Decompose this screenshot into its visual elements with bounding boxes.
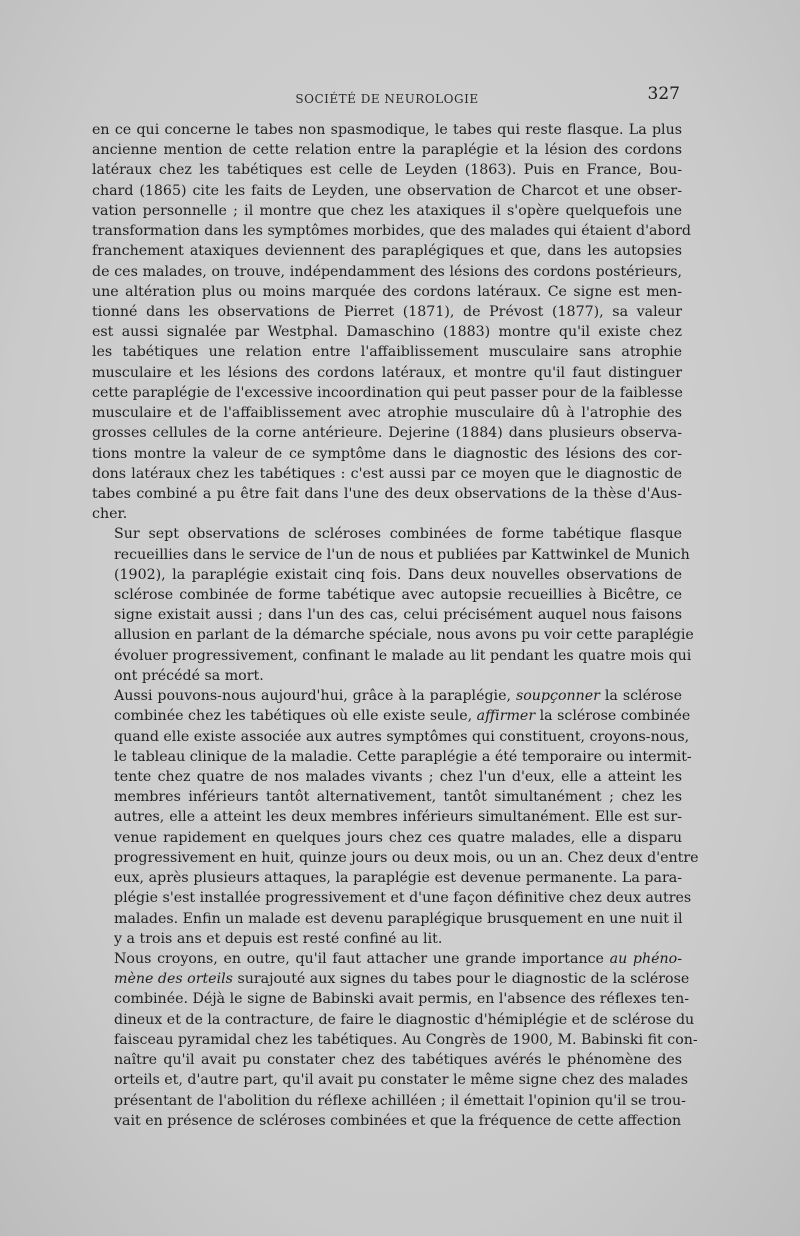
text-line: allusion en parlant de la démarche spéciale, nous avons pu voir cette paraplégie [114,627,694,644]
text-line: ont précédé sa mort. [114,667,264,684]
text-line: naître qu'il avait pu constater chez des tabétiques avérés le phénomène des [114,1052,682,1069]
text-line: malades. Enfin un malade est devenu paraplégique brusquement en une nuit il [114,910,683,927]
text-line: membres inférieurs tantôt alternativement, tantôt simultanément ; chez les [114,789,682,806]
text-line: quand elle existe associée aux autres symptômes qui constituent, croyons-nous, [114,728,690,745]
text-line: franchement ataxiques deviennent des paraplégiques et que, dans les autopsies [92,243,682,260]
text-line: grosses cellules de la corne antérieure. Dejerine (1884) dans plusieurs observa- [92,425,682,442]
text-line: y a trois ans et depuis est resté confiné au lit. [114,930,443,947]
text-line: est aussi signalée par Westphal. Damaschino (1883) montre qu'il existe chez [92,324,682,341]
text-line: progressivement en huit, quinze jours ou deux mois, ou un an. Chez deux d'entre [114,849,699,866]
text-line: tionné dans les observations de Pierret (1871), de Prévost (1877), sa valeur [92,303,682,320]
text-line: Aussi pouvons-nous aujourd'hui, grâce à la paraplégie, soupçonner la sclérose [114,688,682,705]
text-line: évoluer progressivement, confinant le malade au lit pendant les quatre mois qui [114,647,692,664]
text-line: dineux et de la contracture, de faire le diagnostic d'hémiplégie et de sclérose du [114,1011,695,1028]
text-line: recueillies dans le service de l'un de nous et publiées par Kattwinkel de Munich [114,546,690,563]
paragraph [92,524,694,686]
text-line: musculaire et les lésions des cordons latéraux, et montre qu'il faut distinguer [92,364,682,381]
text-line: autres, elle a atteint les deux membres inférieurs simultanément. Elle est sur- [114,809,682,826]
text-line: orteils et, d'autre part, qu'il avait pu constater le même signe chez des malades [114,1072,688,1089]
text-line: musculaire et de l'affaiblissement avec atrophie musculaire dû à l'atrophie des [92,405,682,422]
page-header [92,84,682,110]
text-line: venue rapidement en quelques jours chez ces quatre malades, elle a disparu [114,829,682,846]
text-line: (1902), la paraplégie existait cinq fois. Dans deux nouvelles observations de [114,566,682,583]
text-line: chard (1865) cite les faits de Leyden, une observation de Charcot et une obser- [92,182,682,199]
text-line: dons latéraux chez les tabétiques : c'est aussi par ce moyen que le diagnostic de [92,465,682,482]
running-head: SOCIÉTÉ DE NEUROLOGIE [295,92,479,106]
paragraph [92,949,698,1131]
text-line: combinée. Déjà le signe de Babinski avait permis, en l'absence des réflexes ten- [114,991,690,1008]
text-line: latéraux chez les tabétiques est celle de Leyden (1863). Puis en France, Bou- [92,162,682,179]
text-line: cette paraplégie de l'excessive incoordination qui peut passer pour de la faiblesse [92,384,683,401]
text-line: le tableau clinique de la maladie. Cette paraplégie a été temporaire ou intermit- [114,748,692,765]
text-line: une altération plus ou moins marquée des cordons latéraux. Ce signe est men- [92,283,682,300]
text-line: tabes combiné a pu être fait dans l'une des deux observations de la thèse d'Aus- [92,485,682,502]
text-line: tions montre la valeur de ce symptôme dans le diagnostic des lésions des cor- [92,445,682,462]
text-line: tente chez quatre de nos malades vivants ; chez l'un d'eux, elle a atteint les [114,769,682,785]
text-line: présentant de l'abolition du réflexe achilléen ; il émettait l'opinion qu'il se trou- [114,1092,686,1109]
text-line: Sur sept observations de scléroses combinées de forme tabétique flasque [114,526,682,543]
text-line: plégie s'est installée progressivement et d'une façon définitive chez deux autres [114,890,692,907]
text-line: cher. [92,506,128,523]
text-line: eux, après plusieurs attaques, la paraplégie est devenue permanente. La para- [114,870,682,887]
text-line: en ce qui concerne le tabes non spasmodique, le tabes qui reste flasque. La plus [92,122,682,138]
text-line: vation personnelle ; il montre que chez les ataxiques il s'opère quelquefois une [92,202,682,219]
text-line: Nous croyons, en outre, qu'il faut attacher une grande importance au phéno- [114,950,683,967]
body-text [92,120,699,1131]
text-line: faisceau pyramidal chez les tabétiques. Au Congrès de 1900, M. Babinski fit con- [114,1031,698,1048]
text-line: combinée chez les tabétiques où elle existe seule, affirmer la sclérose combinée [114,708,691,725]
paragraph [92,686,699,949]
text-line: les tabétiques une relation entre l'affaiblissement musculaire sans atrophie [92,344,682,361]
text-line: signe existait aussi ; dans l'un des cas, celui précisément auquel nous faisons [114,607,682,624]
text-line: transformation dans les symptômes morbides, que des malades qui étaient d'abord [92,223,691,240]
text-line: sclérose combinée de forme tabétique avec autopsie recueillies à Bicêtre, ce [114,587,682,604]
page-number: 327 [647,84,680,104]
text-line: de ces malades, on trouve, indépendamment des lésions des cordons postérieurs, [92,263,682,280]
text-line: vait en présence de scléroses combinées et que la fréquence de cette affection [114,1112,682,1129]
text-line: mène des orteils surajouté aux signes du tabes pour le diagnostic de la sclérose [114,971,690,988]
paragraph [92,120,691,524]
text-line: ancienne mention de cette relation entre la paraplégie et la lésion des cordons [92,142,682,159]
